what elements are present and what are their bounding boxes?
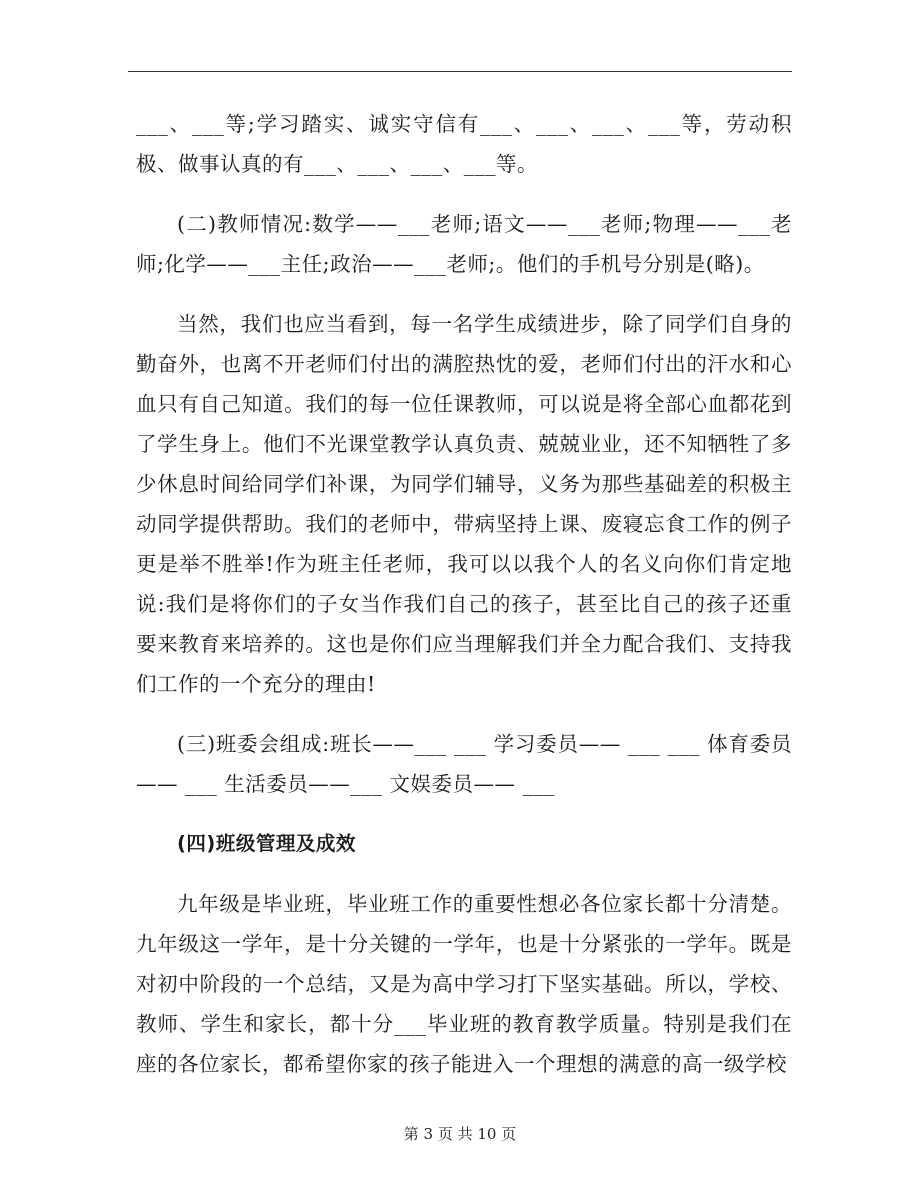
document-body	[136, 104, 792, 1084]
paragraph-teacher-dedication: 当然，我们也应当看到，每一名学生成绩进步，除了同学们自身的勤奋外，也离不开老师们付出的满腔热忱的爱，老师们付出的汗水和心血只有自己知道。我们的每一位任课教师，可以说是将全部心血都花到了学生身上。他们不光课堂教学认真负责、兢兢业业，还不知牺牲了多少休息时间给同学们补课，为同学们辅导，义务为那些基础差的积极主动同学提供帮助。我们的老师中，带病坚持上课、废寝忘食工作的例子更是举不胜举!作为班主任老师，我可以以我个人的名义向你们肯定地说:我们是将你们的子女当作我们自己的孩子，甚至比自己的孩子还重要来教育来培养的。这也是你们应当理解我们并全力配合我们、支持我们工作的一个充分的理由!	[136, 312, 792, 696]
paragraph-students-list: ___、___等;学习踏实、诚实守信有___、___、___、___等，劳动积极、做事认真的有___、___、___、___等。	[136, 112, 792, 176]
paragraph-class-committee: (三)班委会组成:班长——___ ___ 学习委员—— ___ ___ 体育委员—— ___ 生活委员——___ 文娱委员—— ___	[136, 732, 792, 796]
paragraph-class-management: 九年级是毕业班，毕业班工作的重要性想必各位家长都十分清楚。九年级这一学年，是十分关键的一学年，也是十分紧张的一学年。既是对初中阶段的一个总结，又是为高中学习打下坚实基础。所以，学校、教师、学生和家长，都十分___毕业班的教育教学质量。特别是我们在座的各位家长，都希望你家的孩子能进入一个理想的满意的高一级学校	[136, 892, 792, 1076]
paragraph-teachers: (二)教师情况:数学——___老师;语文——___老师;物理——___老师;化学——___主任;政治——___老师;。他们的手机号分别是(略)。	[136, 212, 792, 276]
header-rule	[128, 71, 792, 72]
page-number: 第 3 页 共 10 页	[403, 1125, 517, 1143]
section-heading: (四)班级管理及成效	[177, 832, 356, 855]
